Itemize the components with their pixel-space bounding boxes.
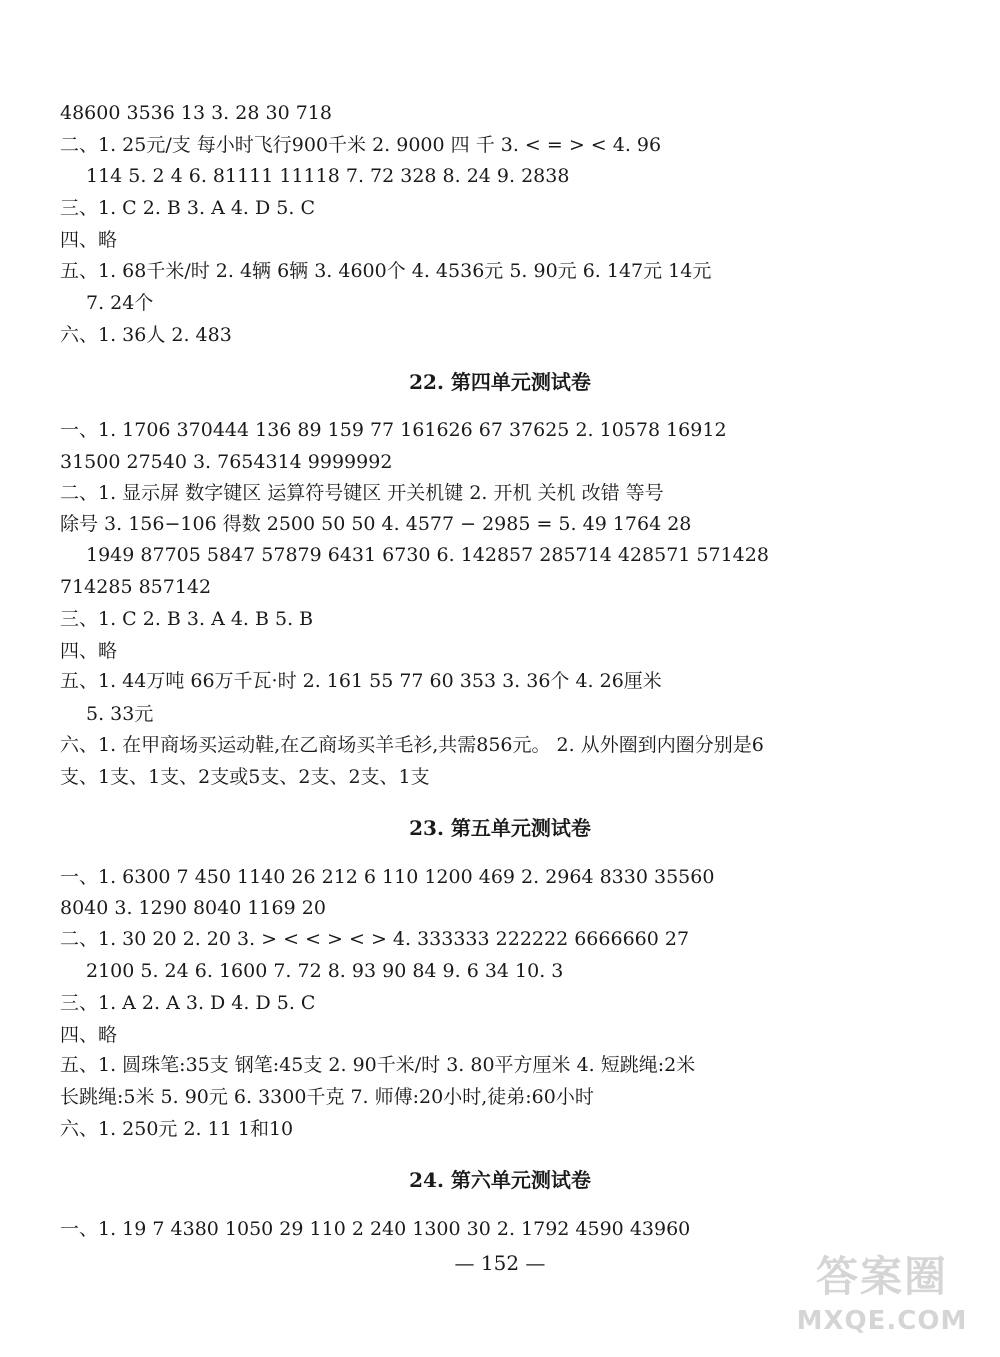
answer-line: 六、1. 250元 2. 11 1和10 bbox=[60, 1118, 294, 1140]
watermark-title: 答案圈 bbox=[815, 1252, 948, 1301]
page-number: — 152 — bbox=[454, 1251, 546, 1275]
answer-line: 三、1. C 2. B 3. A 4. D 5. C bbox=[60, 197, 315, 219]
answer-line: 二、1. 30 20 2. 20 3. > < < > < > 4. 333333 222222 6666660 27 bbox=[60, 928, 690, 950]
watermark-logo bbox=[782, 1249, 982, 1349]
answer-line: 二、1. 25元/支 每小时飞行900千米 2. 9000 四 千 3. < = > < 4. 96 bbox=[60, 134, 662, 156]
answer-line: 7. 24个 bbox=[86, 292, 154, 314]
answer-line: 114 5. 2 4 6. 81111 11118 7. 72 328 8. 24 9. 2838 bbox=[86, 165, 570, 187]
section-title: 23. 第五单元测试卷 bbox=[409, 816, 591, 840]
answer-line: 48600 3536 13 3. 28 30 718 bbox=[60, 102, 332, 124]
answer-line: 一、1. 1706 370444 136 89 159 77 161626 67 37625 2. 10578 16912 bbox=[60, 419, 727, 441]
answer-line: 一、1. 19 7 4380 1050 29 110 2 240 1300 30 2. 1792 4590 43960 bbox=[60, 1218, 691, 1240]
answer-line: 除号 3. 156−106 得数 2500 50 50 4. 4577 − 2985 = 5. 49 1764 28 bbox=[60, 513, 692, 535]
answer-line: 2100 5. 24 6. 1600 7. 72 8. 93 90 84 9. 6 34 10. 3 bbox=[86, 960, 564, 982]
answer-line: 一、1. 6300 7 450 1140 26 212 6 110 1200 469 2. 2964 8330 35560 bbox=[60, 866, 715, 888]
answer-line: 六、1. 在甲商场买运动鞋,在乙商场买羊毛衫,共需856元。 2. 从外圈到内圈分别是6 bbox=[60, 734, 764, 756]
answer-line: 四、略 bbox=[60, 229, 118, 251]
answer-line: 三、1. A 2. A 3. D 4. D 5. C bbox=[60, 992, 316, 1014]
answer-line: 五、1. 68千米/时 2. 4辆 6辆 3. 4600个 4. 4536元 5. 90元 6. 147元 14元 bbox=[60, 260, 712, 282]
watermark-url: MXQE.COM bbox=[796, 1306, 968, 1336]
answer-line: 714285 857142 bbox=[60, 576, 212, 598]
answer-line: 长跳绳:5米 5. 90元 6. 3300千克 7. 师傅:20小时,徒弟:60小时 bbox=[60, 1086, 594, 1108]
answer-line: 四、略 bbox=[60, 1024, 118, 1046]
answer-line: 五、1. 44万吨 66万千瓦·时 2. 161 55 77 60 353 3. 36个 4. 26厘米 bbox=[60, 670, 662, 692]
section-title: 24. 第六单元测试卷 bbox=[409, 1168, 591, 1192]
answer-line: 31500 27540 3. 7654314 9999992 bbox=[60, 451, 393, 473]
answer-line: 三、1. C 2. B 3. A 4. B 5. B bbox=[60, 608, 314, 630]
answer-line: 五、1. 圆珠笔:35支 钢笔:45支 2. 90千米/时 3. 80平方厘米 4. 短跳绳:2米 bbox=[60, 1054, 696, 1076]
answer-line: 5. 33元 bbox=[86, 703, 154, 725]
answer-line: 四、略 bbox=[60, 640, 118, 662]
section-title: 22. 第四单元测试卷 bbox=[409, 370, 591, 394]
answer-line: 1949 87705 5847 57879 6431 6730 6. 142857 285714 428571 571428 bbox=[86, 544, 769, 566]
answer-line: 8040 3. 1290 8040 1169 20 bbox=[60, 897, 326, 919]
answer-line: 六、1. 36人 2. 483 bbox=[60, 324, 232, 346]
answer-line: 支、1支、1支、2支或5支、2支、2支、1支 bbox=[60, 766, 430, 788]
answer-line: 二、1. 显示屏 数字键区 运算符号键区 开关机键 2. 开机 关机 改错 等号 bbox=[60, 482, 664, 504]
